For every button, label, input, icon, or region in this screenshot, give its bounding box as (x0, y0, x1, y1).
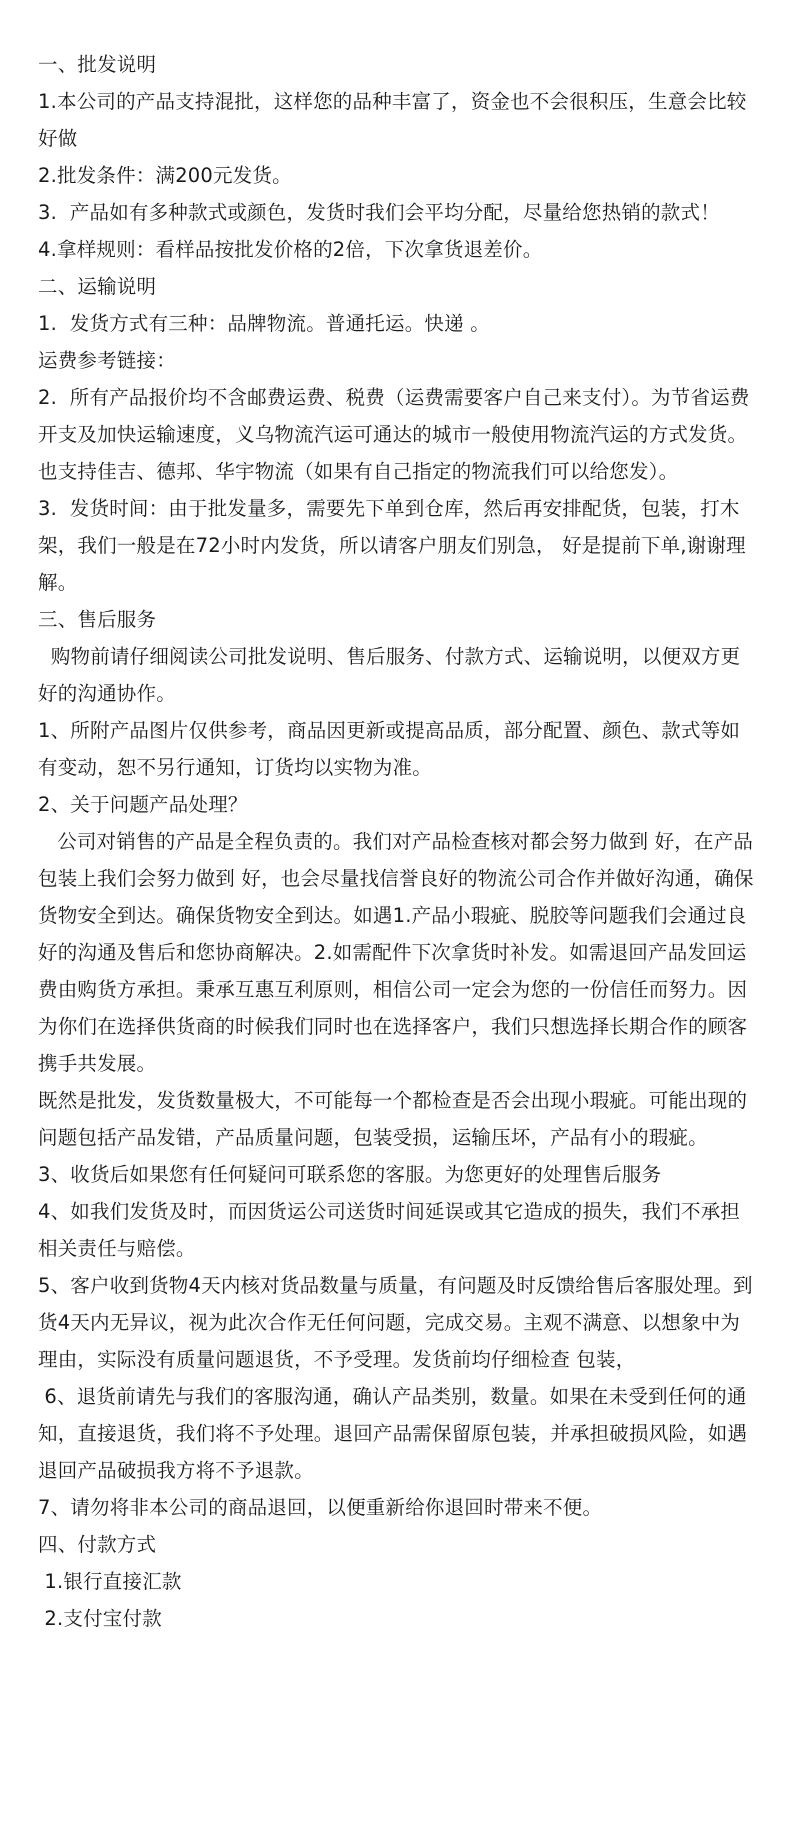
heading-payment: 四、付款方式 (38, 1533, 157, 1556)
paragraph: 购物前请仔细阅读公司批发说明、售后服务、付款方式、运输说明，以便双方更好的沟通协作。 (38, 645, 741, 705)
heading-wholesale: 一、批发说明 (38, 53, 157, 76)
paragraph: 3. 发货时间：由于批发量多，需要先下单到仓库，然后再安排配货，包装，打木架，我们一般是在72小时内发货，所以请客户朋友们别急， 好是提前下单,谢谢理解。 (38, 497, 746, 594)
paragraph: 2、关于问题产品处理？ (38, 793, 248, 816)
policy-document (38, 46, 756, 1637)
paragraph: 1. 发货方式有三种：品牌物流。普通托运。快递 。 (38, 312, 490, 335)
paragraph: 1.本公司的产品支持混批，这样您的品种丰富了，资金也不会很积压，生意会比较好做 (38, 90, 747, 150)
paragraph: 5、客户收到货物4天内核对货品数量与质量，有问题及时反馈给售后客服处理。到货4天内无异议，视为此次合作无任何问题，完成交易。主观不满意、以想象中为理由，实际没有质量问题退货，不予受理。发货前均仔细检查 包装， (38, 1274, 753, 1371)
paragraph: 4、如我们发货及时，而因货运公司送货时间延误或其它造成的损失，我们不承担相关责任与赔偿。 (38, 1200, 741, 1260)
paragraph: 7、请勿将非本公司的商品退回，以便重新给你退回时带来不便。 (38, 1496, 603, 1519)
paragraph: 3、收货后如果您有任何疑问可联系您的客服。为您更好的处理售后服务 (38, 1163, 662, 1186)
paragraph: 2.批发条件：满200元发货。 (38, 164, 292, 187)
paragraph: 运费参考链接： (38, 349, 176, 372)
heading-shipping: 二、运输说明 (38, 275, 157, 298)
paragraph: 公司对销售的产品是全程负责的。我们对产品检查核对都会努力做到 好，在产品包装上我们会努力做到 好，也会尽量找信誉良好的物流公司合作并做好沟通，确保货物安全到达。确保货物安全到达。如遇1.产品小瑕疵、脱胶等问题我们会通过良好的沟通及售后和您协商解决。2.如需配件下次拿货时补发。如需退回产品发回运费由购货方承担。秉承互惠互利原则，相信公司一定会为您的一份信任而努力。因为你们在选择供货商的时候我们同时也在选择客户，我们只想选择长期合作的顾客携手共发展。 (38, 830, 754, 1075)
paragraph: 4.拿样规则：看样品按批发价格的2倍，下次拿货退差价。 (38, 238, 543, 261)
paragraph: 2. 所有产品报价均不含邮费运费、税费（运费需要客户自己来支付）。为节省运费开支及加快运输速度，义乌物流汽运可通达的城市一般使用物流汽运的方式发货。也支持佳吉、德邦、华宇物流（如果有自己指定的物流我们可以给您发）。 (38, 386, 750, 483)
heading-after-sales: 三、售后服务 (38, 608, 157, 631)
paragraph: 1、所附产品图片仅供参考，商品因更新或提高品质，部分配置、颜色、款式等如有变动，恕不另行通知，订货均以实物为准。 (38, 719, 741, 779)
paragraph: 1.银行直接汇款 (38, 1570, 182, 1593)
paragraph: 2.支付宝付款 (38, 1607, 162, 1630)
paragraph: 6、退货前请先与我们的客服沟通，确认产品类别，数量。如果在未受到任何的通知，直接退货，我们将不予处理。退回产品需保留原包装，并承担破损风险，如遇退回产品破损我方将不予退款。 (38, 1385, 748, 1482)
paragraph: 3. 产品如有多种款式或颜色，发货时我们会平均分配，尽量给您热销的款式！ (38, 201, 720, 224)
paragraph: 既然是批发，发货数量极大，不可能每一个都检查是否会出现小瑕疵。可能出现的问题包括产品发错，产品质量问题，包装受损，运输压坏，产品有小的瑕疵。 (38, 1089, 748, 1149)
